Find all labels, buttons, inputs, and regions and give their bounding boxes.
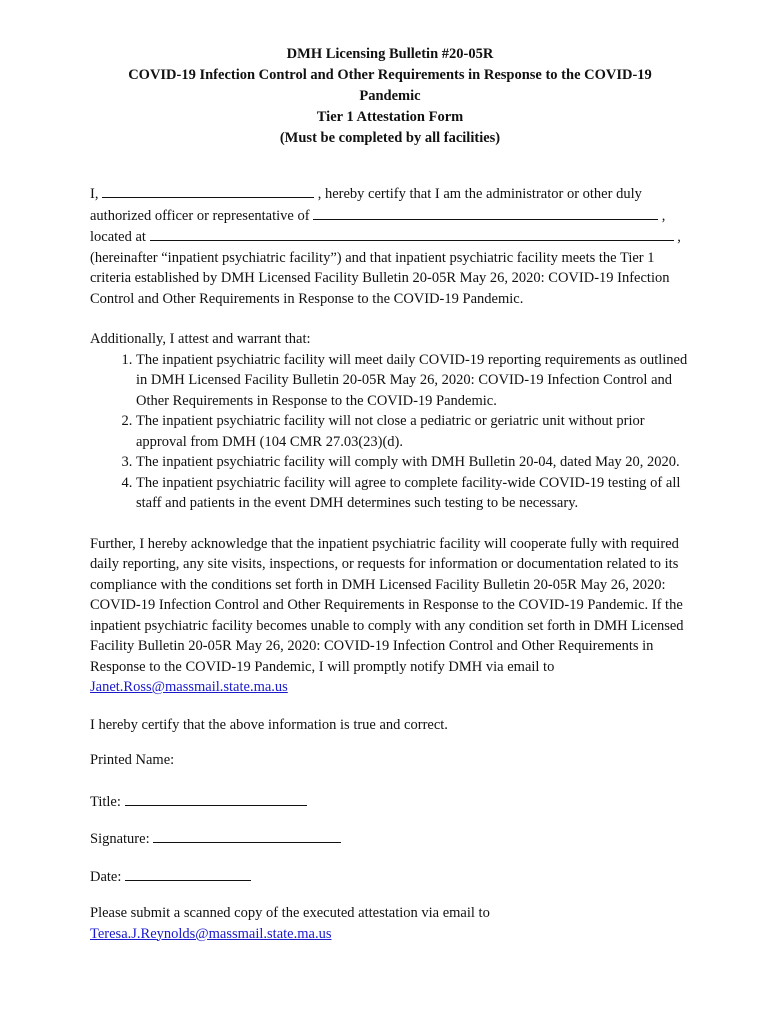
attestation-intro: Additionally, I attest and warrant that: <box>90 331 311 347</box>
facility-address-blank[interactable] <box>150 226 674 241</box>
cert-comma-2: , <box>677 229 681 245</box>
attestation-item: 4. The inpatient psychiatric facility will agree to complete facility-wide COVID-19 testing of all staff and patients in the event DMH determines such testing to be necessary. <box>136 473 690 514</box>
facility-name-blank[interactable] <box>313 205 658 220</box>
signature-blank[interactable] <box>153 828 341 843</box>
cert-comma-1: , <box>661 207 666 224</box>
bulletin-title: COVID-19 Infection Control and Other Requirements in Response to the COVID-19 <box>128 67 652 83</box>
submit-text: Please submit a scanned copy of the executed attestation via email to <box>90 905 490 921</box>
attestation-item: 3. The inpatient psychiatric facility will comply with DMH Bulletin 20-04, dated May 20, 2020. <box>136 452 690 473</box>
attestation-list <box>90 350 690 514</box>
bulletin-title-continued: Pandemic <box>359 88 421 104</box>
acknowledgement-text: Further, I hereby acknowledge that the inpatient psychiatric facility will cooperate fully with required daily reporting, any site visits, inspections, or requests for information or documentation related to its compliance with the conditions set forth in DMH Licensed Facility Bulletin 20-05R May 26, 2020: COVID-19 Infection Control and Other Requirements in Response to the COVID-19 Pandemic. If the inpatient psychiatric facility becomes unable to comply with any condition set forth in DMH Licensed Facility Bulletin 20-05R May 26, 2020: COVID-19 Infection Control and Other Requirements in Response to the COVID-19 Pandemic, I will promptly notify DMH via email to <box>90 535 684 675</box>
cert-i: I, <box>90 186 99 202</box>
document-header <box>90 44 690 149</box>
printed-name-label: Printed Name: <box>90 752 175 768</box>
form-subtitle: (Must be completed by all facilities) <box>279 130 501 146</box>
cert-certify-text: , hereby certify that I am the administrator or other duly <box>317 186 642 202</box>
signature-label: Signature: <box>90 831 150 847</box>
certification-paragraph <box>90 183 690 309</box>
document-page <box>90 44 690 944</box>
cert-located-text: located at <box>90 229 146 245</box>
title-blank[interactable] <box>125 791 307 806</box>
attestation-item: 1. The inpatient psychiatric facility will meet daily COVID-19 reporting requirements as outlined in DMH Licensed Facility Bulletin 20-05R May 26, 2020: COVID-19 Infection Control and Other Requirements in Response to the COVID-19 Pandemic. <box>136 350 690 412</box>
acknowledgement-paragraph <box>90 534 690 698</box>
submit-instructions <box>90 903 690 944</box>
date-field <box>90 866 690 888</box>
teresa-reynolds-email-link[interactable]: Teresa.J.Reynolds@massmail.state.ma.us <box>90 925 332 942</box>
administrator-name-blank[interactable] <box>102 183 314 198</box>
bulletin-number: DMH Licensing Bulletin #20-05R <box>286 46 494 62</box>
certify-true-statement: I hereby certify that the above information is true and correct. <box>90 716 448 733</box>
attestation-item: 2. The inpatient psychiatric facility will not close a pediatric or geriatric unit without prior approval from DMH (104 CMR 27.03(23)(d). <box>136 411 690 452</box>
signature-field <box>90 828 690 850</box>
form-title: Tier 1 Attestation Form <box>316 109 464 125</box>
date-label: Date: <box>90 868 122 885</box>
cert-rest-text: (hereinafter “inpatient psychiatric facility”) and that inpatient psychiatric facility meets the Tier 1 criteria established by DMH Licensed Facility Bulletin 20-05R May 26, 2020: COVID-19 Infection Control and Other Requirements in Response to the COVID-19 Pandemic. <box>90 249 670 307</box>
janet-ross-email-link[interactable]: Janet.Ross@massmail.state.ma.us <box>90 679 288 695</box>
title-label: Title: <box>90 793 121 810</box>
cert-authorized-text: authorized officer or representative of <box>90 207 310 224</box>
date-blank[interactable] <box>125 866 251 881</box>
title-field <box>90 791 690 813</box>
